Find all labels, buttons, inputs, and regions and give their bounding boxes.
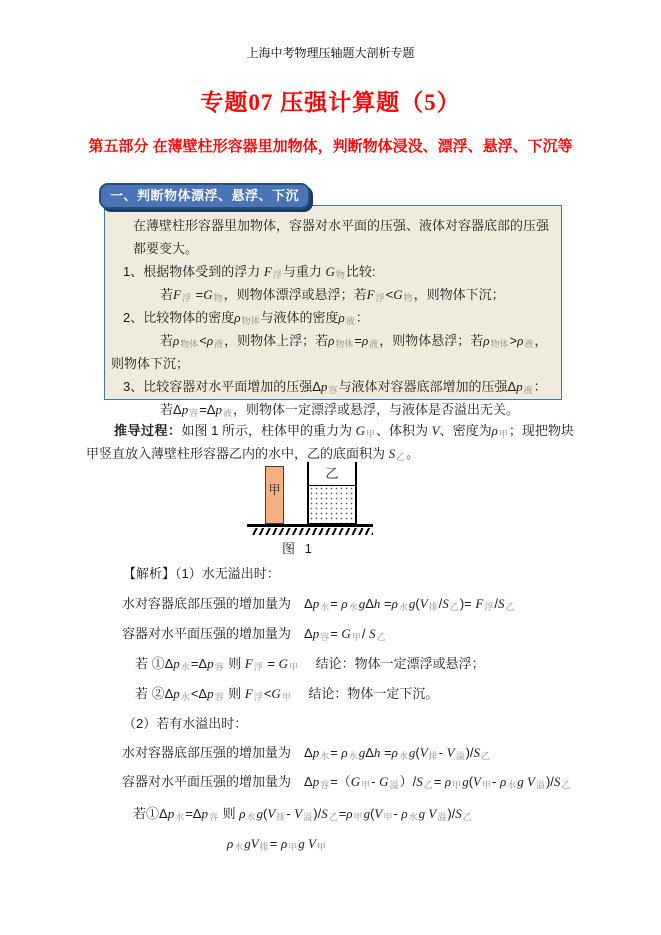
section-banner: 一、判断物体漂浮、悬浮、下沉 <box>99 183 310 209</box>
figure-caption: 图 1 <box>282 541 315 556</box>
box-line-item3: 3、比较容器对水平面增加的压强$\Delta p_容$与液体对容器底部增加的压强$\Delta p_液$： <box>123 379 547 395</box>
analysis-line: 若$①\Delta p_水=\Delta p_容$ 则 $\rho_水g(V_排-$ $V_溢)/S_乙=\rho_甲g(V_甲-$ $\rho_水g$ $V_溢)/S_乙$ <box>133 806 472 822</box>
analysis-line: 水对容器底部压强的增加量为 $\Delta p_水= \rho_水g\Delta h =\rho_水g(V_排-$ $V_溢)/S_乙$ <box>122 745 491 761</box>
page-header: 上海中考物理压轴题大剖析专题 <box>246 46 415 60</box>
box-line-item3-detail: 若$\Delta p_容=\Delta p_液$，则物体一定漂浮或悬浮，与液体是否溢出无关。 <box>160 402 520 418</box>
analysis-line: 水对容器底部压强的增加量为 $\Delta p_水= \rho_水g\Delta h =\rho_水g(V_排/S_乙)= F_浮/S_乙$ <box>122 596 515 612</box>
figure-water-fill <box>309 485 355 523</box>
box-line-intro: 在薄壁柱形容器里加物体，容器对水平面的压强、液体对容器底部的压强都要变大。 <box>133 218 550 256</box>
analysis-conclusion-formula: $\rho_水gV_排= \rho_甲g$ $V_甲$ <box>227 836 326 852</box>
summary-box <box>104 205 562 418</box>
figure-vessel-yi <box>307 462 357 524</box>
page-title: 专题07 压强计算题（5） <box>200 90 461 115</box>
analysis-subheading: （2）若有水溢出时： <box>123 716 248 731</box>
figure-ground-line <box>247 524 373 527</box>
figure-vessel-label: 乙 <box>325 466 339 481</box>
derivation-label: 推导过程： <box>114 423 182 438</box>
analysis-line: 若 $②\Delta p_水<\Delta p_容$ 则 $F_浮<G_甲$ 结论：物体一定下沉。 <box>135 686 439 702</box>
analysis-line: 容器对水平面压强的增加量为 $\Delta p_容=(G_甲-$ $G_溢)/S_乙= \rho_甲g(V_甲-$ $\rho_水g$ $V_溢)/S_乙$ <box>122 774 571 790</box>
analysis-line: 若 $①\Delta p_水=\Delta p_容$ 则 $F_浮 = G_甲$ 结论：物体一定漂浮或悬浮； <box>135 656 485 672</box>
figure-block-jia <box>265 466 284 524</box>
figure-ground-hatching <box>251 528 373 535</box>
analysis-heading: 【解析】（1）水无溢出时： <box>123 566 280 581</box>
derivation-paragraph <box>86 419 575 465</box>
section-subtitle: 第五部分 在薄壁柱形容器里加物体，判断物体浸没、漂浮、悬浮、下沉等 <box>88 138 573 155</box>
box-line-item1: 1、根据物体受到的浮力 $F_浮$与重力 $G_物$比较: <box>123 264 376 280</box>
box-line-item1-detail: 若$F_浮 =G_物$，则物体漂浮或悬浮；若$F_浮<G_物$，则物体下沉； <box>160 287 505 303</box>
analysis-line: 容器对水平面压强的增加量为 $\Delta p_容= G_甲/$ $S_乙$ <box>122 626 386 642</box>
figure-block-label: 甲 <box>268 483 281 497</box>
box-line-item2: 2、比较物体的密度$\rho_{物体}$与液体的密度$\rho_液$： <box>123 310 369 326</box>
derivation-text: 如图 1 所示，柱体甲的重力为 $G_甲$、体积为 V、密度为$\rho_甲$；现把物块甲竖直放入薄壁柱形容器乙内的水中，乙的底面积为 $S_乙$。 <box>86 423 574 462</box>
box-line-item2-detail: 若$\rho_{物体}<\rho_液$，则物体上浮；若$\rho_{物体}=\rho_液$，则物体悬浮；若$\rho_{物体}>\rho_液$，则物体下沉； <box>111 333 548 371</box>
